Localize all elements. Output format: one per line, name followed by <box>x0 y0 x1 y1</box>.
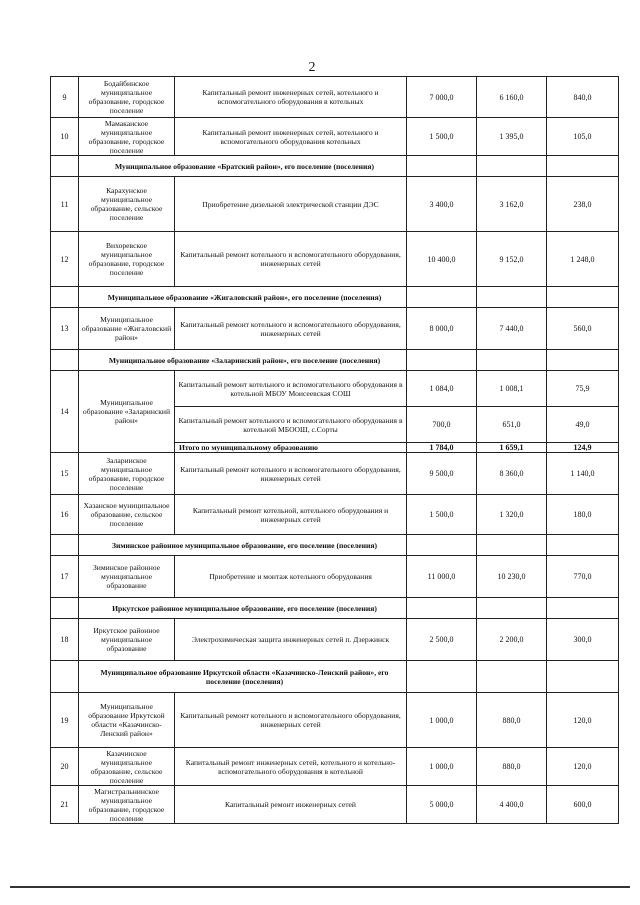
total-amount: 1 500,0 <box>407 495 477 535</box>
table-row <box>51 748 619 786</box>
local-amount: 120,0 <box>547 748 619 786</box>
section-empty-cell <box>477 661 547 693</box>
row-number: 21 <box>51 786 79 824</box>
section-empty-cell <box>477 350 547 371</box>
municipality-name: Казачинское муниципальное образование, сельское поселение <box>79 748 175 786</box>
section-title: Зиминское районное муниципальное образование, его поселение (поселения) <box>79 535 407 556</box>
section-number-cell <box>51 535 79 556</box>
regional-amount: 880,0 <box>477 693 547 748</box>
total-amount: 7 000,0 <box>407 77 477 118</box>
work-description: Капитальный ремонт котельной, котельного оборудования и инженерных сетей <box>175 495 407 535</box>
regional-amount: 2 200,0 <box>477 619 547 661</box>
section-title: Муниципальное образование Иркутской области «Казачинско-Ленский район», его поселение (поселения) <box>79 661 407 693</box>
subtotal-label: Итого по муниципальному образованию <box>175 443 407 453</box>
local-amount: 180,0 <box>547 495 619 535</box>
row-number: 11 <box>51 177 79 232</box>
work-description: Приобретение и монтаж котельного оборудования <box>175 556 407 598</box>
subtotal-local-amount: 124,9 <box>547 443 619 453</box>
total-amount: 11 000,0 <box>407 556 477 598</box>
section-title: Иркутское районное муниципальное образование, его поселение (поселения) <box>79 598 407 619</box>
total-amount: 8 000,0 <box>407 308 477 350</box>
work-description: Капитальный ремонт инженерных сетей, котельного и котельно-вспомогательного оборудования в котельной <box>175 748 407 786</box>
total-amount: 3 400,0 <box>407 177 477 232</box>
row-number: 16 <box>51 495 79 535</box>
section-empty-cell <box>407 156 477 177</box>
row-number: 13 <box>51 308 79 350</box>
row-number: 18 <box>51 619 79 661</box>
table-row <box>51 693 619 748</box>
total-amount: 700,0 <box>407 407 477 443</box>
section-number-cell <box>51 287 79 308</box>
table-row <box>51 118 619 156</box>
total-amount: 10 400,0 <box>407 232 477 287</box>
municipality-name: Бодайбинское муниципальное образование, городское поселение <box>79 77 175 118</box>
row-number: 12 <box>51 232 79 287</box>
table-row <box>51 453 619 495</box>
municipality-name: Муниципальное образование «Заларинский район» <box>79 371 175 453</box>
section-empty-cell <box>547 287 619 308</box>
local-amount: 600,0 <box>547 786 619 824</box>
section-row <box>51 287 619 308</box>
work-description: Капитальный ремонт котельного и вспомогательного оборудования, инженерных сетей <box>175 232 407 287</box>
section-title: Муниципальное образование «Жигаловский район», его поселение (поселения) <box>79 287 407 308</box>
funding-table <box>50 76 619 824</box>
local-amount: 840,0 <box>547 77 619 118</box>
regional-amount: 1 320,0 <box>477 495 547 535</box>
regional-amount: 8 360,0 <box>477 453 547 495</box>
municipality-name: Магистральнинское муниципальное образование, городское поселение <box>79 786 175 824</box>
regional-amount: 1 395,0 <box>477 118 547 156</box>
table-row <box>51 177 619 232</box>
section-row <box>51 661 619 693</box>
local-amount: 1 140,0 <box>547 453 619 495</box>
table-row <box>51 786 619 824</box>
total-amount: 9 500,0 <box>407 453 477 495</box>
work-description: Капитальный ремонт котельного и вспомогательного оборудования, инженерных сетей <box>175 693 407 748</box>
section-empty-cell <box>407 287 477 308</box>
section-number-cell <box>51 661 79 693</box>
work-description: Капитальный ремонт котельного и вспомогательного оборудования, инженерных сетей <box>175 308 407 350</box>
bottom-rule <box>10 886 630 888</box>
local-amount: 75,9 <box>547 371 619 407</box>
subtotal-total-amount: 1 784,0 <box>407 443 477 453</box>
work-description: Капитальный ремонт котельного и вспомогательного оборудования в котельной МБООШ, с.Сорты <box>175 407 407 443</box>
total-amount: 2 500,0 <box>407 619 477 661</box>
municipality-name: Хазанское муниципальное образование, сельское поселение <box>79 495 175 535</box>
section-empty-cell <box>477 156 547 177</box>
section-empty-cell <box>547 661 619 693</box>
regional-amount: 880,0 <box>477 748 547 786</box>
local-amount: 105,0 <box>547 118 619 156</box>
municipality-name: Вихоревское муниципальное образование, городское поселение <box>79 232 175 287</box>
work-description: Капитальный ремонт котельного и вспомогательного оборудования в котельной МБОУ Моисеевская СОШ <box>175 371 407 407</box>
local-amount: 238,0 <box>547 177 619 232</box>
table-row <box>51 556 619 598</box>
table-row <box>51 495 619 535</box>
regional-amount: 6 160,0 <box>477 77 547 118</box>
section-empty-cell <box>407 598 477 619</box>
section-number-cell <box>51 156 79 177</box>
row-number: 17 <box>51 556 79 598</box>
total-amount: 1 000,0 <box>407 748 477 786</box>
section-empty-cell <box>547 535 619 556</box>
municipality-name: Мамаканское муниципальное образование, городское поселение <box>79 118 175 156</box>
row-number: 15 <box>51 453 79 495</box>
section-empty-cell <box>477 535 547 556</box>
section-title: Муниципальное образование «Заларинский район», его поселение (поселения) <box>79 350 407 371</box>
section-number-cell <box>51 598 79 619</box>
municipality-name: Зиминское районное муниципальное образование <box>79 556 175 598</box>
regional-amount: 10 230,0 <box>477 556 547 598</box>
municipality-name: Иркутское районное муниципальное образование <box>79 619 175 661</box>
section-empty-cell <box>547 156 619 177</box>
municipality-name: Заларинское муниципальное образование, городское поселение <box>79 453 175 495</box>
row-number: 14 <box>51 371 79 453</box>
row-number: 10 <box>51 118 79 156</box>
work-description: Электрохимическая защита инженерных сетей п. Дзержинск <box>175 619 407 661</box>
local-amount: 1 248,0 <box>547 232 619 287</box>
work-description: Капитальный ремонт инженерных сетей, котельного и вспомогательного оборудования котельных <box>175 118 407 156</box>
municipality-name: Карахунское муниципальное образование, сельское поселение <box>79 177 175 232</box>
section-row <box>51 598 619 619</box>
municipality-name: Муниципальное образование Иркутской области «Казачинско-Ленский район» <box>79 693 175 748</box>
table-row <box>51 77 619 118</box>
row-number: 19 <box>51 693 79 748</box>
work-description: Капитальный ремонт инженерных сетей <box>175 786 407 824</box>
regional-amount: 7 440,0 <box>477 308 547 350</box>
total-amount: 1 500,0 <box>407 118 477 156</box>
section-empty-cell <box>477 598 547 619</box>
table-row <box>51 308 619 350</box>
section-empty-cell <box>407 535 477 556</box>
total-amount: 1 084,0 <box>407 371 477 407</box>
section-number-cell <box>51 350 79 371</box>
regional-amount: 3 162,0 <box>477 177 547 232</box>
regional-amount: 1 008,1 <box>477 371 547 407</box>
regional-amount: 651,0 <box>477 407 547 443</box>
section-empty-cell <box>547 598 619 619</box>
row-number: 9 <box>51 77 79 118</box>
work-description: Капитальный ремонт инженерных сетей, котельного и вспомогательного оборудования в котельных <box>175 77 407 118</box>
total-amount: 1 000,0 <box>407 693 477 748</box>
section-row <box>51 350 619 371</box>
regional-amount: 9 152,0 <box>477 232 547 287</box>
table-row <box>51 232 619 287</box>
work-description: Приобретение дизельной электрической станции ДЭС <box>175 177 407 232</box>
section-empty-cell <box>407 661 477 693</box>
section-empty-cell <box>407 350 477 371</box>
subtotal-regional-amount: 1 659,1 <box>477 443 547 453</box>
section-row <box>51 535 619 556</box>
regional-amount: 4 400,0 <box>477 786 547 824</box>
section-title: Муниципальное образование «Братский район», его поселение (поселения) <box>79 156 407 177</box>
local-amount: 560,0 <box>547 308 619 350</box>
page-number: 2 <box>308 60 316 75</box>
total-amount: 5 000,0 <box>407 786 477 824</box>
work-description: Капитальный ремонт котельного и вспомогательного оборудования, инженерных сетей <box>175 453 407 495</box>
local-amount: 300,0 <box>547 619 619 661</box>
municipality-name: Муниципальное образование «Жигаловский район» <box>79 308 175 350</box>
section-empty-cell <box>477 287 547 308</box>
section-empty-cell <box>547 350 619 371</box>
section-row <box>51 156 619 177</box>
table-body <box>51 77 619 824</box>
local-amount: 49,0 <box>547 407 619 443</box>
table-row <box>51 619 619 661</box>
table-row <box>51 371 619 407</box>
local-amount: 120,0 <box>547 693 619 748</box>
local-amount: 770,0 <box>547 556 619 598</box>
row-number: 20 <box>51 748 79 786</box>
